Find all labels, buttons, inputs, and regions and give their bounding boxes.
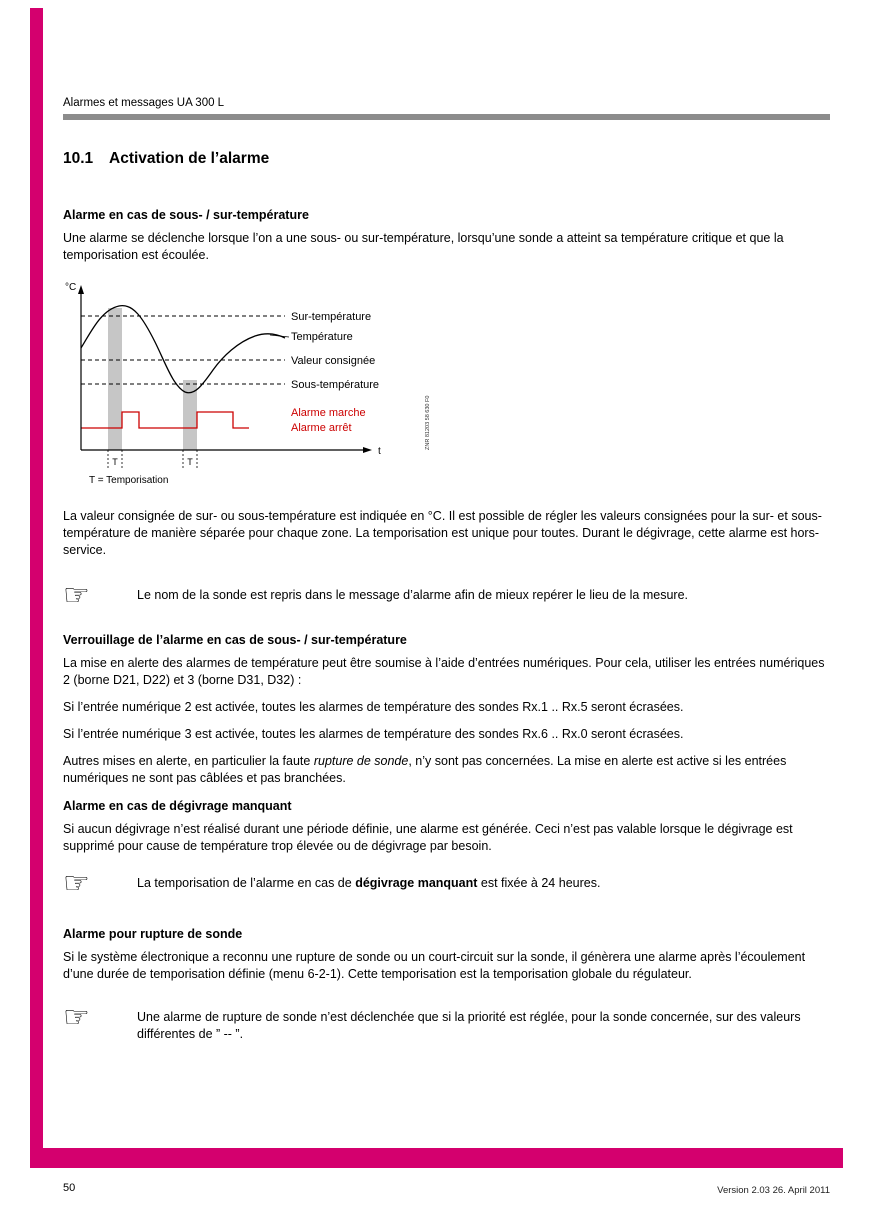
lock-other-pre: Autres mises en alerte, en particulier la faute: [63, 754, 314, 768]
section-number: 10.1: [63, 150, 94, 167]
pointing-hand-icon: ☞: [63, 867, 90, 900]
y-axis-label: °C: [65, 282, 77, 293]
temperature-diagram: [63, 280, 830, 500]
label-sur-temperature: Sur-température: [291, 311, 372, 323]
temperature-diagram-svg: [63, 280, 503, 495]
paragraph-lock-input2: Si l’entrée numérique 2 est activée, toutes les alarmes de température des sondes Rx.1 .. Rx.5 seront écrasées.: [63, 700, 684, 714]
accent-bar-bottom: [30, 1148, 843, 1168]
section-title-text: Activation de l’alarme: [109, 150, 270, 167]
page-content: [63, 96, 830, 1043]
heading-defrost: Alarme en cas de dégivrage manquant: [63, 799, 292, 813]
paragraph-overtemp-intro: Une alarme se déclenche lorsque l’on a une sous- ou sur-température, lorsqu’une sonde a atteint sa température critique et que la temporisation est écoulée.: [63, 231, 784, 262]
running-header: Alarmes et messages UA 300 L: [63, 97, 225, 109]
y-axis-arrow: [78, 285, 84, 294]
paragraph-lock-intro: La mise en alerte des alarmes de température peut être soumise à l’aide d’entrées numériques. Pour cela, utiliser les entrées numériques 2 (borne D21, D22) et 3 (borne D31, D32) :: [63, 656, 825, 687]
note-sensor-name: [63, 579, 830, 612]
x-axis-label: t: [378, 446, 381, 457]
note-defrost: [63, 867, 830, 900]
paragraph-defrost: Si aucun dégivrage n’est réalisé durant une période définie, une alarme est générée. Ceci n’est pas valable lorsque le dégivrage est supprimé pour cause de température trop élevée ou de dégivrage par besoin.: [63, 822, 793, 853]
note-defrost-post: est fixée à 24 heures.: [477, 876, 601, 890]
heading-overtemp: Alarme en cas de sous- / sur-température: [63, 208, 309, 222]
t1-marker: T: [112, 457, 118, 467]
drawing-reference-code: ZNR 81203 58 630 F0: [425, 395, 431, 450]
paragraph-lock-input3: Si l’entrée numérique 3 est activée, toutes les alarmes de température des sondes Rx.6 .. Rx.0 seront écrasées.: [63, 727, 684, 741]
lock-other-italic: rupture de sonde: [313, 754, 409, 768]
note-defrost-text: [137, 875, 830, 892]
pointing-hand-icon: ☞: [63, 579, 90, 612]
note-sensor-break-text: Une alarme de rupture de sonde n’est déclenchée que si la priorité est réglée, pour la sonde concernée, sur des valeurs différentes de ” -- ”.: [137, 1010, 801, 1041]
note-sensor-break: [63, 1001, 830, 1043]
version-info: Version 2.03 26. April 2011: [717, 1185, 830, 1196]
note-defrost-bold: dégivrage manquant: [355, 876, 478, 890]
note-sensor-name-text: Le nom de la sonde est repris dans le message d’alarme afin de mieux repérer le lieu de la mesure.: [137, 588, 688, 602]
note-defrost-pre: La temporisation de l’alarme en cas de: [137, 876, 356, 890]
paragraph-sensor-break: Si le système électronique a reconnu une rupture de sonde ou un court-circuit sur la sonde, il génèrera une alarme après l’écoulement d’une durée de temporisation définie (menu 6-2-1). Cette temporisation est la temporisation globale du régulateur.: [63, 950, 806, 981]
heading-lock: Verrouillage de l’alarme en cas de sous- / sur-température: [63, 633, 407, 647]
label-temperature: Température: [291, 331, 353, 343]
t2-marker: T: [187, 457, 193, 467]
label-alarme-arret: Alarme arrêt: [291, 422, 352, 434]
overtemp-band: [108, 308, 122, 450]
x-axis-arrow: [363, 447, 372, 453]
alarm-signal: [81, 412, 249, 428]
page-number: 50: [63, 1182, 76, 1194]
accent-bar-left: [30, 8, 43, 1168]
paragraph-overtemp-details: La valeur consignée de sur- ou sous-température est indiquée en °C. Il est possible de régler les valeurs consignées pour la sur- et sous-température de manière séparée pour chaque zone. La temporisation est unique pour toutes. Durant le dégivrage, cette alarme est hors-service.: [63, 509, 822, 557]
label-valeur-consignee: Valeur consignée: [291, 355, 376, 367]
label-alarme-marche: Alarme marche: [291, 407, 366, 419]
paragraph-lock-other: [63, 753, 830, 787]
heading-sensor-break: Alarme pour rupture de sonde: [63, 927, 243, 941]
label-sous-temperature: Sous-température: [291, 379, 380, 391]
temporisation-legend: T = Temporisation: [89, 475, 169, 486]
pointing-hand-icon: ☞: [63, 1001, 90, 1034]
page-title: [63, 150, 830, 168]
lock-other-post: , n’y sont pas concernées. La mise en alerte est active si les entrées numériques ne sont pas câblées et pas branchées.: [63, 754, 787, 785]
header-rule: [63, 114, 830, 120]
